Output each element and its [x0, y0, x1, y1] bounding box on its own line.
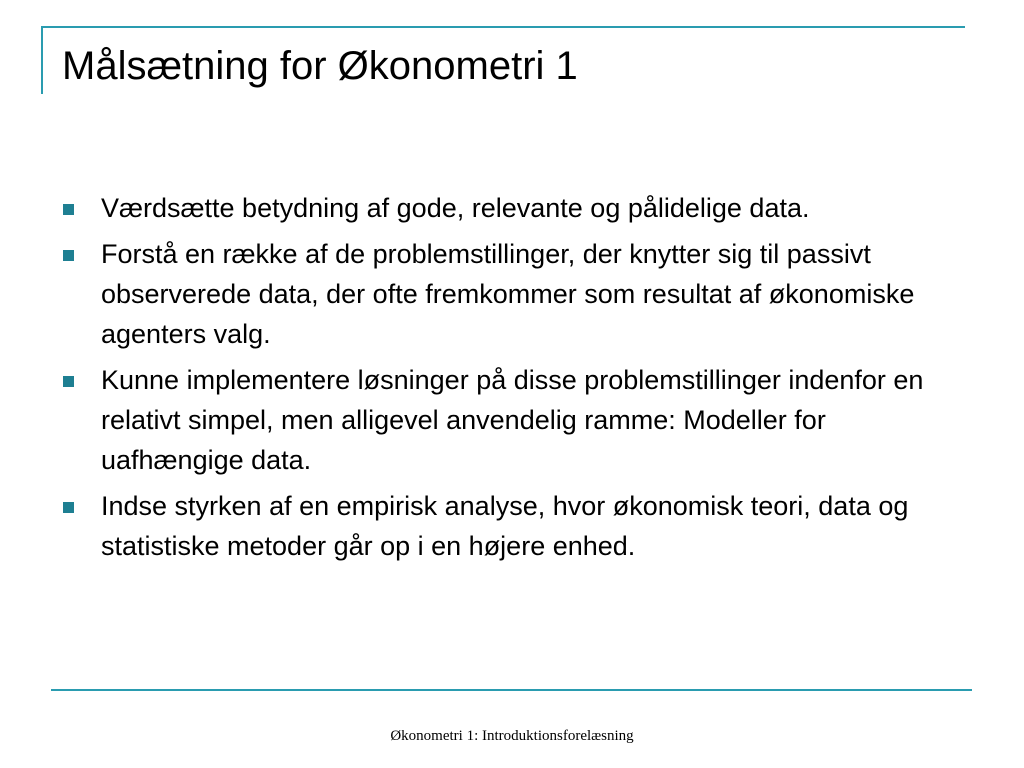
bullet-list	[62, 188, 972, 572]
bullet-item	[62, 360, 972, 480]
bullet-text: Kunne implementere løsninger på disse problemstillinger indenfor en relativt simpel, men alligevel anvendelig ramme: Modeller for uafhængige data.	[101, 365, 924, 475]
bullet-text: Forstå en række af de problemstillinger, der knytter sig til passivt observerede data, der ofte fremkommer som resultat af økonomiske agenters valg.	[101, 239, 915, 349]
title-accent-horizontal-line	[41, 26, 965, 28]
title-accent-vertical-line	[41, 26, 43, 94]
slide-footer: Økonometri 1: Introduktionsforelæsning	[390, 728, 634, 744]
square-bullet-icon	[63, 204, 74, 215]
bullet-text: Værdsætte betydning af gode, relevante og pålidelige data.	[101, 193, 810, 223]
bullet-item	[62, 234, 972, 354]
bullet-text: Indse styrken af en empirisk analyse, hvor økonomisk teori, data og statistiske metoder går op i en højere enhed.	[101, 491, 909, 561]
slide-title: Målsætning for Økonometri 1	[62, 44, 578, 88]
square-bullet-icon	[63, 250, 74, 261]
square-bullet-icon	[63, 376, 74, 387]
footer-divider-line	[51, 689, 972, 691]
bullet-item	[62, 188, 972, 228]
square-bullet-icon	[63, 502, 74, 513]
bullet-item	[62, 486, 972, 566]
